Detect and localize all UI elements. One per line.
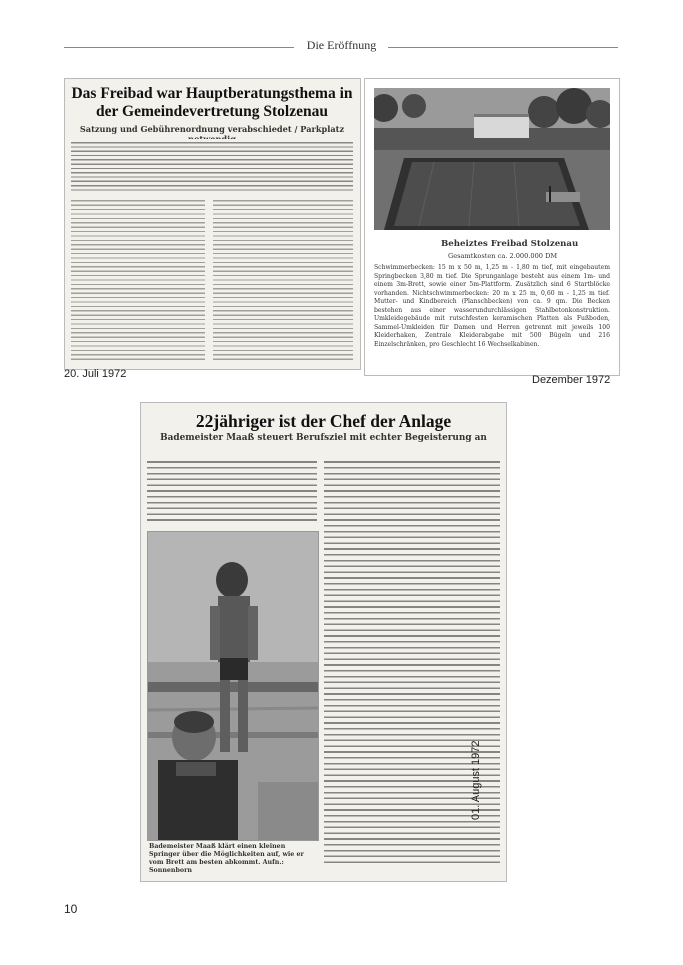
date-label-august: 01. August 1972: [470, 740, 482, 820]
pool-caption-text: Schwimmerbecken: 15 m x 50 m, 1,25 m - 1,80 m tief, mit eingebautem Springbecken 3,80 m tief. Die Sprunganlage besteht aus einem 1m- und einem 3m-Brett, sowie einer 5m-Plattform. Zusätzlich sind 6 Startblöcke vorhanden. Nichtschwimmerbecken: 20 m x 25 m, 0,60 m - 1,25 m tief. Mutter- und Kindbereich (Planschbecken) von ca. 9 qm. Die Becken bestehen aus einer wasserundurchlässigen Stahlbetonkonstruktion. Umkleidegebäude mit rutschfesten keramischen Platten als Fußboden, Sammel-Umkleiden für Damen und Herren getrennt mit jeweils 100 Kleiderhaken, Zentrale Kleiderabgabe mit 500 Bügeln und 216 Einzelschränken, pro Geschlecht 16 Wechselkabinen.: [374, 264, 610, 348]
running-header: Die Eröffnung: [306, 38, 377, 52]
pool-caption-cost: Gesamtkosten ca. 2.000.000 DM: [448, 252, 558, 260]
article-subheadline: Bademeister Maaß steuert Berufsziel mit echter Begeisterung an: [160, 433, 487, 443]
bademeister-photo: [147, 531, 319, 841]
clipping-lead-paragraph: [71, 139, 353, 191]
date-label-december: Dezember 1972: [532, 374, 611, 386]
header-rule-right: [388, 47, 618, 48]
newspaper-clipping-december: [364, 78, 620, 376]
clipping-subheadline: Satzung und Gebührenordnung verabschiedet / Parkplatz: [79, 124, 345, 134]
clipping-headline: Das Freibad war Hauptberatungsthema in der Gemeindevertretung Stolzenau: [71, 85, 353, 120]
photo-caption: Bademeister Maaß klärt einen kleinen Springer über die Möglichkeiten auf, wie er vom Brett am besten abkommt. Aufn.: Sonnenborn: [149, 843, 304, 874]
article-column-left-upper: [147, 457, 317, 525]
clipping-column-right: [213, 197, 353, 362]
page-number: 10: [64, 902, 78, 916]
date-label-july: 20. Juli 1972: [64, 368, 127, 380]
pool-caption-title: Beheiztes Freibad Stolzenau: [441, 239, 579, 249]
newspaper-clipping-august: [140, 402, 507, 882]
article-headline: 22jähriger ist der Chef der Anlage: [195, 411, 452, 431]
newspaper-clipping-july: [64, 78, 361, 370]
clipping-column-left: [71, 197, 205, 362]
pool-photo: [374, 88, 610, 230]
